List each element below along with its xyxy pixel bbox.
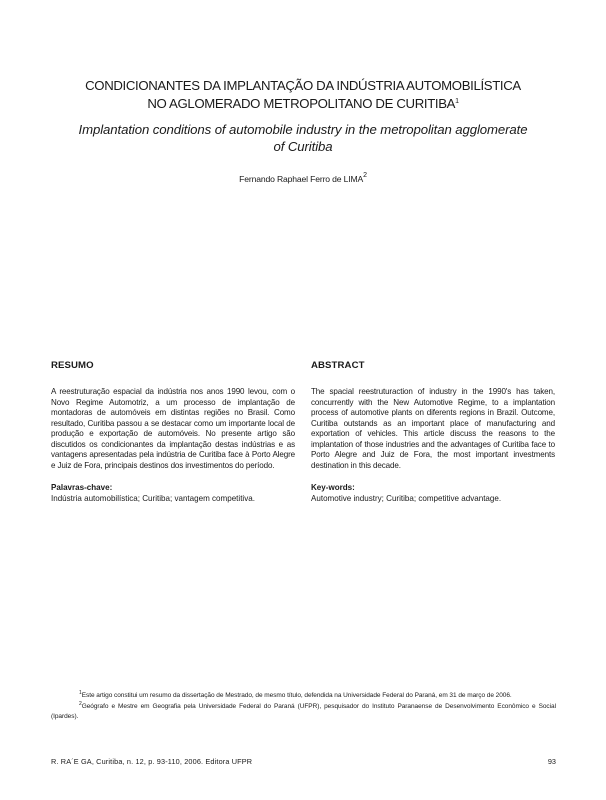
journal-citation: R. RA´E GA, Curitiba, n. 12, p. 93-110, 2006. Editora UFPR	[51, 757, 253, 766]
key-words-text: Automotive industry; Curitiba; competitive advantage.	[311, 494, 502, 503]
resumo-text: A reestruturação espacial da indústria nos anos 1990 levou, com o Novo Regime Automotriz, a um processo de implantação de montadoras de automóveis em distintas regiões no Brasil. Como resultado, Curitiba passou a se destacar como um importante local de produção e exportação de automóveis. No presente artigo são discutidos os condicionantes da implantação destas indústrias e as vantagens apresentadas pela indústria de Curitiba face à Porto Alegre e Juiz de Fora, principais destinos dos investimentos do período.	[51, 387, 295, 470]
subtitle-line-2: of Curitiba	[273, 139, 333, 154]
footnotes	[51, 689, 556, 721]
abstract-text: The spacial reestruturaction of industry in the 1990's has taken, concurrently with the New Automotive Regime, to a implantation process of automotive plants on diferents regions in Brazil. Outcome, Curitiba outstands as an important place of manufacturing and exportation of vehicles. This article discuss the reasons to the implantation of those industries and the advantages of Curitiba face to Porto Alegre and Juiz de Fora, the most important investments destination in this decade.	[311, 387, 555, 470]
page-number: 93	[547, 757, 556, 766]
footnote-1	[51, 689, 556, 700]
article-title	[40, 78, 566, 112]
footnote-1-ref: 1	[79, 690, 82, 696]
footnote-1-text: Este artigo constitui um resumo da dissertação de Mestrado, de mesmo título, defendida na Universidade Federal do Paraná, em 31 de março de 2006.	[81, 692, 512, 699]
title-line-2	[40, 94, 566, 112]
subtitle-line-1: Implantation conditions of automobile industry in the metropolitan agglomerate	[78, 122, 528, 137]
resumo-heading: RESUMO	[51, 360, 94, 371]
palavras-chave-label: Palavras-chave:	[51, 483, 113, 492]
author-footnote-ref: 2	[363, 172, 367, 179]
author-line	[40, 172, 566, 184]
footnote-2-text: Geógrafo e Mestre em Geografia pela Universidade Federal do Paraná (UFPR), pesquisador do Instituto Paranaense de Desenvolvimento Econômico e Social (Ipardes).	[51, 703, 556, 720]
footnote-2-ref: 2	[79, 701, 82, 708]
key-words-label: Key-words:	[311, 483, 355, 492]
title-line-1: CONDICIONANTES DA IMPLANTAÇÃO DA INDÚSTRIA AUTOMOBILÍSTICA	[85, 78, 521, 93]
resumo-column	[51, 360, 295, 505]
palavras-chave-text: Indústria automobilística; Curitiba; vantagem competitiva.	[51, 494, 255, 503]
article-subtitle	[40, 121, 566, 155]
title-line-2-text: NO AGLOMERADO METROPOLITANO DE CURITIBA	[147, 96, 456, 111]
author-name: Fernando Raphael Ferro de LIMA	[239, 174, 364, 184]
abstract-column	[311, 360, 555, 505]
footnote-2	[51, 700, 556, 721]
abstract-heading: ABSTRACT	[311, 360, 365, 371]
title-footnote-ref: 1	[455, 98, 459, 105]
